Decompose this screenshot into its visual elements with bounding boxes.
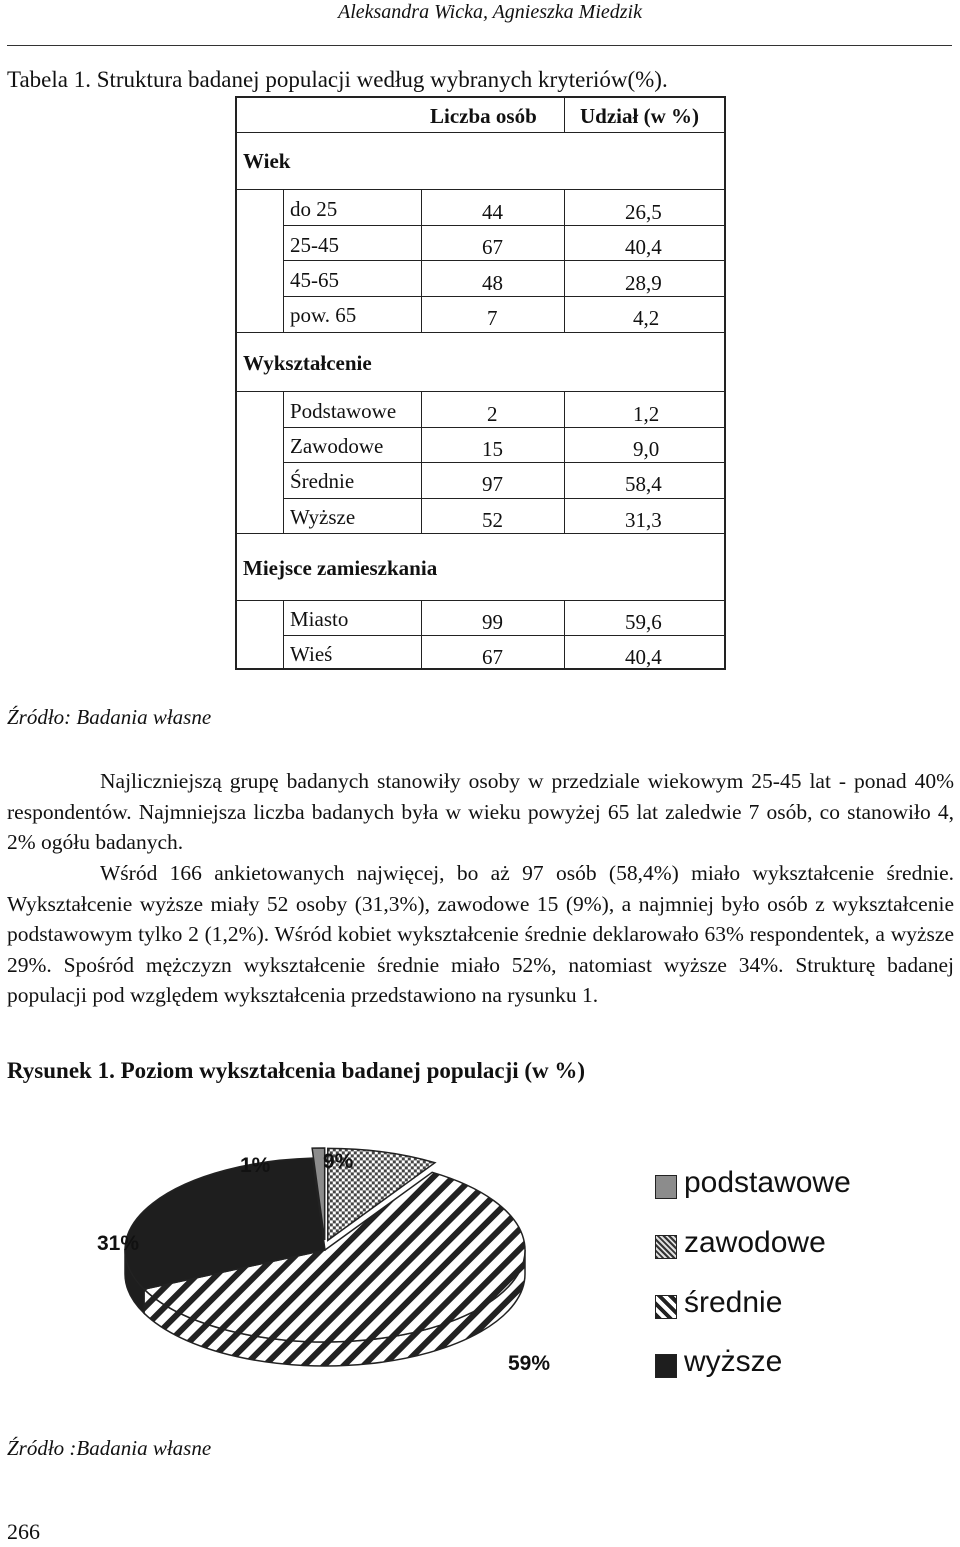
running-head: Aleksandra Wicka, Agnieszka Miedzik	[337, 1, 642, 23]
row-label: do 25	[290, 197, 338, 221]
row-count: 52	[482, 508, 503, 532]
row-share: 4,2	[633, 306, 660, 330]
row-count: 2	[487, 402, 498, 426]
legend-label-wyzsze: wyższe	[684, 1345, 783, 1378]
pie-label-wyzsze: 31%	[97, 1232, 140, 1255]
legend-swatch-srednie	[655, 1295, 677, 1319]
row-count: 67	[482, 645, 503, 669]
table-caption: Tabela 1. Struktura badanej populacji według wybranych kryteriów(%).	[7, 67, 668, 92]
education-pie-chart	[90, 1140, 910, 1405]
row-share: 59,6	[625, 610, 662, 634]
data-table	[235, 96, 726, 670]
group-label-age: Wiek	[243, 149, 291, 173]
legend-swatch-zawodowe	[655, 1235, 677, 1259]
row-label: Zawodowe	[290, 434, 384, 458]
row-count: 15	[482, 437, 503, 461]
row-label: pow. 65	[290, 303, 357, 327]
row-label: Miasto	[290, 607, 349, 631]
pie-label-srednie: 59%	[508, 1352, 551, 1375]
row-share: 28,9	[625, 271, 662, 295]
legend-label-podstawowe: podstawowe	[684, 1166, 851, 1199]
row-share: 1,2	[633, 402, 660, 426]
row-share: 58,4	[625, 472, 662, 496]
column-header-share: Udział (w %)	[580, 104, 699, 128]
table-source: Źródło: Badania własne	[7, 705, 212, 729]
pie-label-zawodowe: 9%	[323, 1150, 354, 1173]
row-count: 44	[482, 200, 503, 224]
paragraph-education: Wśród 166 ankietowanych najwięcej, bo aż 97 osób (58,4%) miało wykształcenie średnie. Wykształcenie wyższe miały 52 osoby (31,3%), zawodowe 15 (9%), a najmniej było osób z wykształcenie podstawowym tylko 2 (1,2%). Wśród kobiet wykształcenie średnie deklarowało 63% respondentek, a wyższe 29%. Spośród mężczyzn wykształcenie średnie miało 52%, natomiast wyższe 34%. Strukturę badanej populacji pod względem wykształcenia przedstawiono na rysunku 1.	[7, 861, 954, 1007]
legend-swatch-wyzsze	[655, 1354, 677, 1378]
row-share: 9,0	[633, 437, 660, 461]
row-count: 97	[482, 472, 503, 496]
row-label: 45-65	[290, 268, 339, 292]
row-count: 99	[482, 610, 503, 634]
page-number: 266	[7, 1519, 40, 1544]
row-label: Podstawowe	[290, 399, 397, 423]
row-count: 48	[482, 271, 503, 295]
row-share: 40,4	[625, 235, 662, 259]
legend-label-srednie: średnie	[684, 1286, 783, 1319]
figure-title: Rysunek 1. Poziom wykształcenia badanej populacji (w %)	[7, 1058, 586, 1083]
group-label-residence: Miejsce zamieszkania	[243, 556, 438, 580]
column-header-count: Liczba osób	[430, 104, 537, 128]
row-label: 25-45	[290, 233, 339, 257]
pie-label-podstawowe: 1%	[240, 1154, 271, 1177]
row-label: Wieś	[290, 642, 333, 666]
legend-label-zawodowe: zawodowe	[684, 1226, 826, 1259]
row-share: 26,5	[625, 200, 662, 224]
paragraph-age: Najliczniejszą grupę badanych stanowiły osoby w przedziale wiekowym 25-45 lat - ponad 40% respondentów. Najmniejsza liczba badanych była w wieku powyżej 65 lat zaledwie 7 osób, co stanowiło 4, 2% ogółu badanych.	[7, 769, 954, 854]
legend-swatch-podstawowe	[655, 1175, 677, 1199]
row-label: Średnie	[290, 469, 355, 493]
row-count: 67	[482, 235, 503, 259]
row-count: 7	[487, 306, 498, 330]
row-share: 31,3	[625, 508, 662, 532]
figure-source: Źródło :Badania własne	[7, 1436, 212, 1460]
row-label: Wyższe	[290, 505, 356, 529]
row-share: 40,4	[625, 645, 662, 669]
group-label-education: Wykształcenie	[243, 351, 372, 375]
header-rule	[7, 45, 952, 46]
